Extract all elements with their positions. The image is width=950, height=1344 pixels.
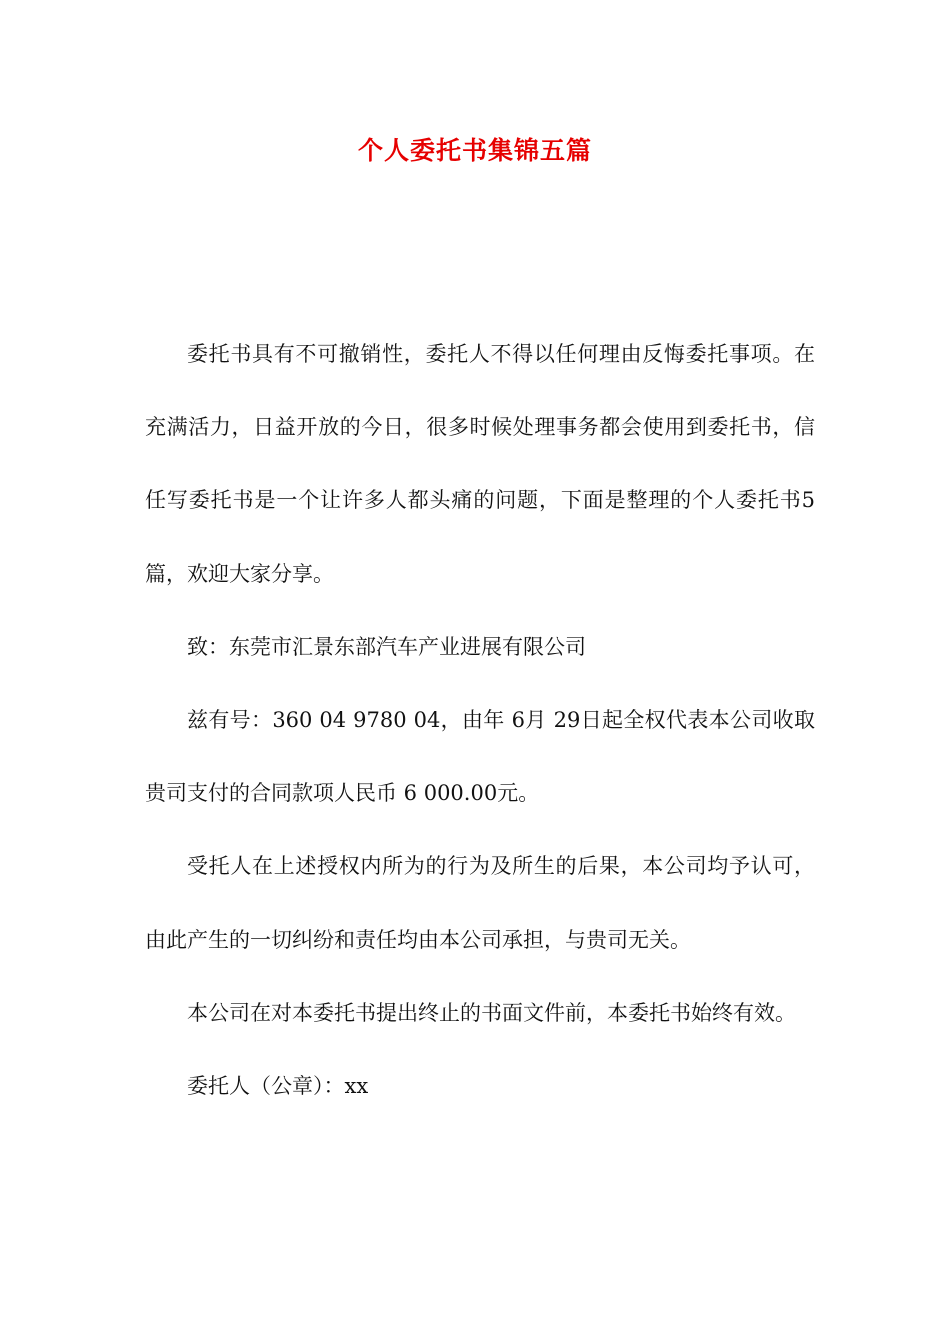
document-title: 个人委托书集锦五篇 <box>357 136 592 165</box>
addressee-paragraph: 致：东莞市汇景东部汽车产业进展有限公司 <box>187 634 586 659</box>
validity-paragraph: 本公司在对本委托书提出终止的书面文件前，本委托书始终有效。 <box>187 1000 796 1025</box>
document-body <box>145 318 815 1123</box>
authorization-paragraph: 兹有号：360 04 9780 04，由年 6月 29日起全权代表本公司收取贵司支付的合同款项人民币 6 000.00元。 <box>145 708 815 806</box>
intro-paragraph: 委托书具有不可撤销性，委托人不得以任何理由反悔委托事项。在充满活力，日益开放的今日，很多时候处理事务都会使用到委托书，信任写委托书是一个让许多人都头痛的问题，下面是整理的个人委托书5篇，欢迎大家分享。 <box>145 342 815 586</box>
principal-signature-line: 委托人（公章）：xx <box>187 1074 369 1099</box>
liability-paragraph: 受托人在上述授权内所为的行为及所生的后果，本公司均予认可，由此产生的一切纠纷和责任均由本公司承担，与贵司无关。 <box>145 854 815 952</box>
